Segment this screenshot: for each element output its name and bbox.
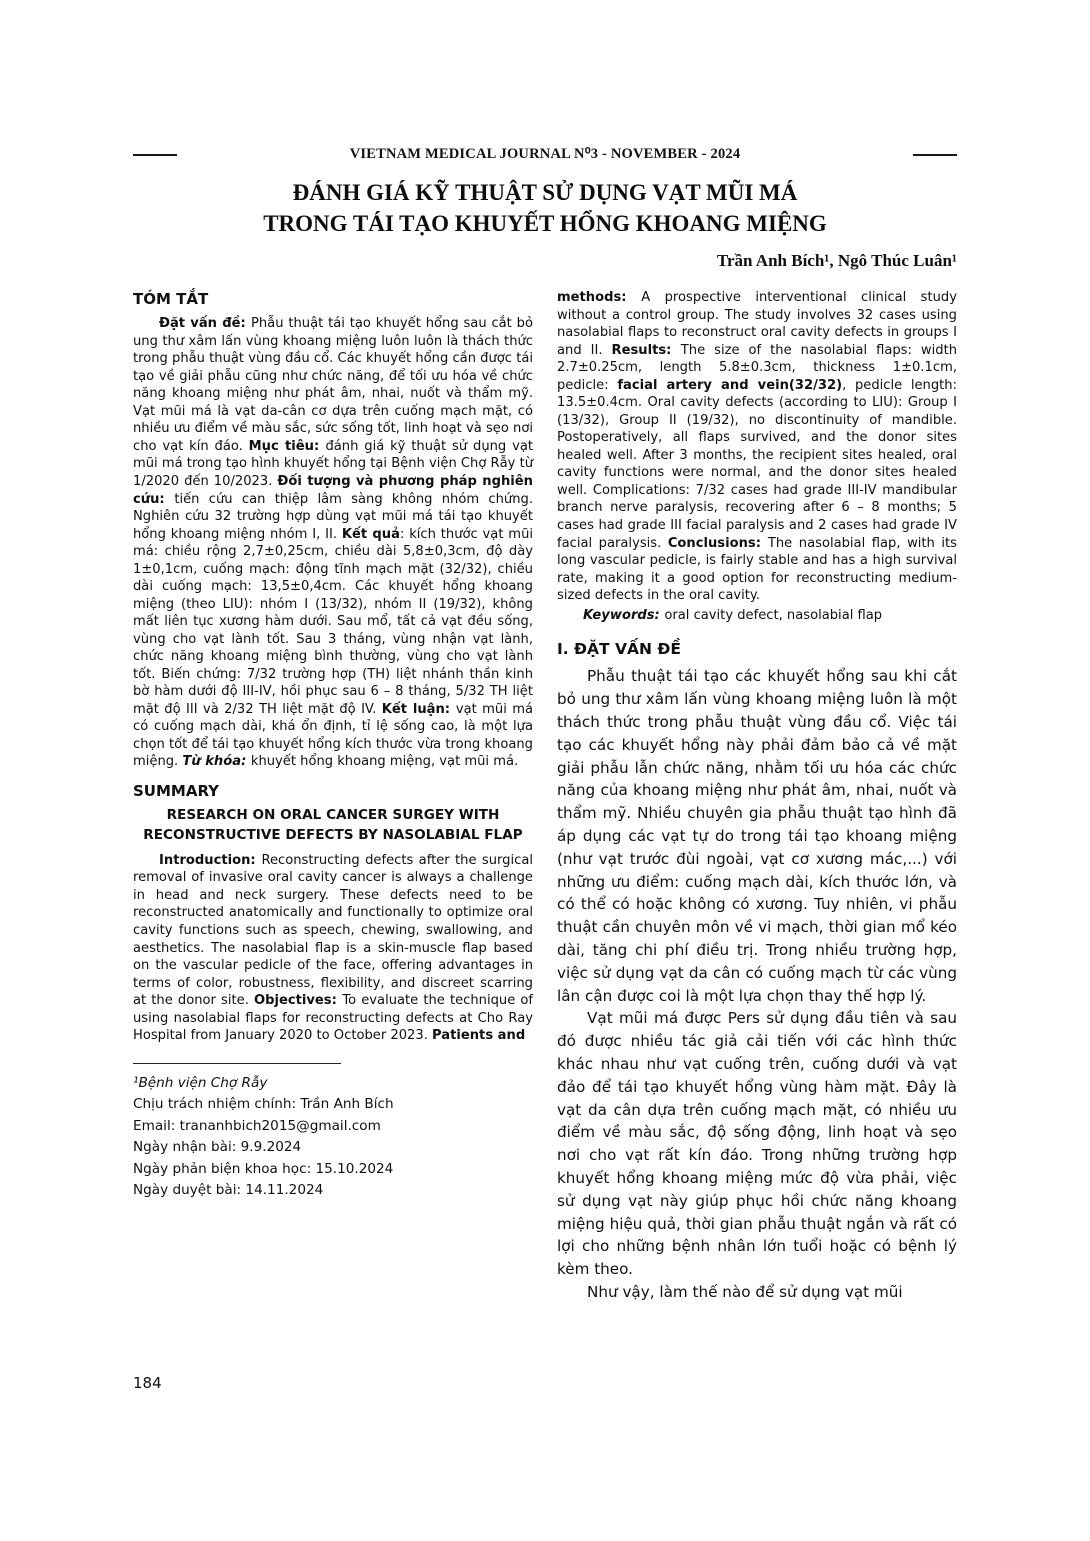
accepted-date-line: Ngày duyệt bài: 14.11.2024 (133, 1182, 324, 1199)
abstract-continuation-block (557, 289, 957, 624)
authors-line: Trần Anh Bích¹, Ngô Thúc Luân¹ (716, 251, 957, 271)
affiliation-line: ¹Bệnh viện Chợ Rẫy (133, 1074, 268, 1091)
abstract-vietnamese: Đặt vấn đề: Phẫu thuật tái tạo khuyết hổng sau cắt bỏ ung thư xâm lấn vùng khoang miệng luôn luôn là thách thức trong phẫu thuật vùng đầu cổ. Các khuyết hổng cần được tái tạo về giải phẫu cũng như chức năng, để tối ưu hóa về chức năng khoang miệng như phát âm, nhai, nuốt và thẩm mỹ. Vạt mũi má là vạt da-cân cơ dựa trên cuống mạch mặt, có nhiều ưu điểm về màu sắc, sức sống tốt, linh hoạt và sẹo nơi cho vạt kín đáo. Mục tiêu: đánh giá kỹ thuật sử dụng vạt mũi má trong tạo hình khuyết hổng tại Bệnh viện Chợ Rẫy từ 1/2020 đến 10/2023. Đối tượng và phương pháp nghiên cứu: tiến cứu can thiệp lâm sàng không nhóm chứng. Nghiên cứu 32 trường hợp dùng vạt mũi má tái tạo khuyết hổng khoang miệng nhóm I, II. Kết quả: kích thước vạt mũi má: chiều rộng 2,7±0,25cm, chiều dài 5,8±0,3cm, độ dày 1±0,1cm, cuống mạch: động tĩnh mạch mặt (32/32), chiều dài cuống mạch: 13,5±0,4cm. Các khuyết hổng khoang miệng (theo LIU): nhóm I (13/32), nhóm II (19/32), không mất liên tục xương hàm dưới. Sau mổ, tất cả vạt đều sống, vùng cho vạt lành tốt. Sau 3 tháng, vùng nhận vạt lành, chức năng khoang miệng bình thường, vùng cho vạt lành tốt. Biến chứng: 7/32 trường hợp (TH) liệt nhánh thần kinh bờ hàm dưới độ III-IV, hồi phục sau 6 – 8 tháng, 5/32 TH liệt mặt độ III và 2/32 TH liệt mặt độ IV. Kết luận: vạt mũi má có cuống mạch dài, khá ổn định, tỉ lệ sống cao, là một lựa chọn tốt để tái tạo khuyết hổng kích thước vừa trong khoang miệng. Từ khóa: khuyết hổng khoang miệng, vạt mũi má. (133, 316, 534, 770)
corresponding-author-line: Chịu trách nhiệm chính: Trần Anh Bích (133, 1096, 394, 1113)
page-number: 184 (133, 1374, 162, 1392)
journal-name: VIETNAM MEDICAL JOURNAL N⁰3 - NOVEMBER - 2024 (349, 146, 741, 162)
intro-paragraph-2: Vạt mũi má được Pers sử dụng đầu tiên và sau đó được nhiều tác giả cải tiến với các hình thức khác nhau như vạt cuống trên, cuống dưới và vạt đảo để tái tạo khuyết hổng vùng hàm mặt. Đây là vạt da cân dựa trên cuống mạch mặt, có nhiều ưu điểm về màu sắc, độ sống động, linh hoạt và sẹo nơi cho vạt rất kín đáo. Trong những trường hợp khuyết hổng khoang miệng mức độ vừa phải, việc sử dụng vạt này giúp phục hồi chức năng khoang miệng hiệu quả, thời gian phẫu thuật ngắn và rất có lợi cho những bệnh nhân lớn tuổi hoặc có bệnh lý kèm theo. (557, 1009, 957, 1279)
keywords-line: Keywords: oral cavity defect, nasolabial flap (583, 607, 883, 623)
footnote-block (133, 1063, 533, 1202)
header-rule-left (133, 154, 177, 156)
two-column-body (133, 289, 957, 1304)
footnote-divider (133, 1063, 341, 1064)
summary-title: RESEARCH ON ORAL CANCER SURGEY WITH RECONSTRUCTIVE DEFECTS BY NASOLABIAL FLAP (143, 807, 523, 844)
abstract-english-continuation: methods: A prospective interventional clinical study without a control group. The study involves 32 cases using nasolabial flaps to reconstruct oral cavity defects in groups I and II. Results: The size of the nasolabial flaps: width 2.7±0.25cm, length 5.8±0.3cm, thickness 1±0.1cm, pedicle: facial artery and vein(32/32), pedicle length: 13.5±0.4cm. Oral cavity defects (according to LIU): Group I (13/32), Group II (19/32), no discontinuity of mandible. Postoperatively, all flaps survived, and the donor sites healed well. After 3 months, the recipient sites healed, oral cavity functions were normal, and the donor sites healed well. Complications: 7/32 cases had grade III-IV mandibular branch nerve paralysis, recovering after 6 – 8 months; 5 cases had grade III facial paralysis and 2 cases had grade IV facial paralysis. Conclusions: The nasolabial flap, with its long vascular pedicle, is fairly stable and has a high survival rate, making it a good option for reconstructing medium-sized defects in the oral cavity. (557, 290, 958, 604)
header-rule-right (913, 154, 957, 156)
summary-heading: SUMMARY (133, 782, 220, 800)
right-column (557, 289, 957, 1304)
received-date-line: Ngày nhận bài: 9.9.2024 (133, 1139, 302, 1156)
intro-paragraph-3: Như vậy, làm thế nào để sử dụng vạt mũi (587, 1282, 903, 1301)
article-title-line2: TRONG TÁI TẠO KHUYẾT HỔNG KHOANG MIỆNG (263, 211, 827, 237)
article-title-line1: ĐÁNH GIÁ KỸ THUẬT SỬ DỤNG VẠT MŨI MÁ (292, 180, 798, 205)
abstract-english: Introduction: Reconstructing defects after the surgical removal of invasive oral cavity cancer is always a challenge in head and neck surgery. These defects need to be reconstructed anatomically and functionally to optimize oral cavity functions such as speech, chewing, swallowing, and aesthetics. The nasolabial flap is a skin-muscle flap based on the vascular pedicle of the face, offering advantages in terms of color, robustness, flexibility, and discreet scarring at the donor site. Objectives: To evaluate the technique of using nasolabial flaps for reconstructing defects at Cho Ray Hospital from January 2020 to October 2023. Patients and (133, 852, 534, 1044)
introduction-section (557, 638, 957, 1304)
email-line: Email: trananhbich2015@gmail.com (133, 1117, 381, 1134)
article-title (133, 177, 957, 239)
section-1-heading: I. ĐẶT VẤN ĐỀ (557, 640, 681, 659)
review-date-line: Ngày phản biện khoa học: 15.10.2024 (133, 1160, 394, 1177)
intro-paragraph-1: Phẫu thuật tái tạo các khuyết hổng sau khi cắt bỏ ung thư xâm lấn vùng khoang miệng luôn là một thách thức trong phẫu thuật vùng đầu cổ. Việc tái tạo các khuyết hổng này phải đảm bảo cả về mặt giải phẫu lẫn chức năng, nhằm tối ưu hóa các chức năng của khoang miệng như phát âm, nhai, nuốt và thẩm mỹ. Nhiều chuyên gia phẫu thuật tạo hình đã áp dụng các vạt tự do trong tái tạo khoang miệng (như vạt trước đùi ngoài, vạt cơ xương mác,...) với những ưu điểm: cuống mạch dài, kích thước lớn, và có thể có hoặc không có xương. Tuy nhiên, vi phẫu thuật cần chuyên môn về vi mạch, thời gian mổ kéo dài, tăng chi phí điều trị. Trong nhiều trường hợp, việc sử dụng vạt da cân có cuống mạch từ các vùng lân cận được coi là một lựa chọn thay thế hợp lý. (557, 667, 957, 1005)
abstract-heading-vietnamese: TÓM TẮT (133, 290, 209, 309)
journal-header (133, 146, 957, 163)
left-column (133, 289, 533, 1304)
